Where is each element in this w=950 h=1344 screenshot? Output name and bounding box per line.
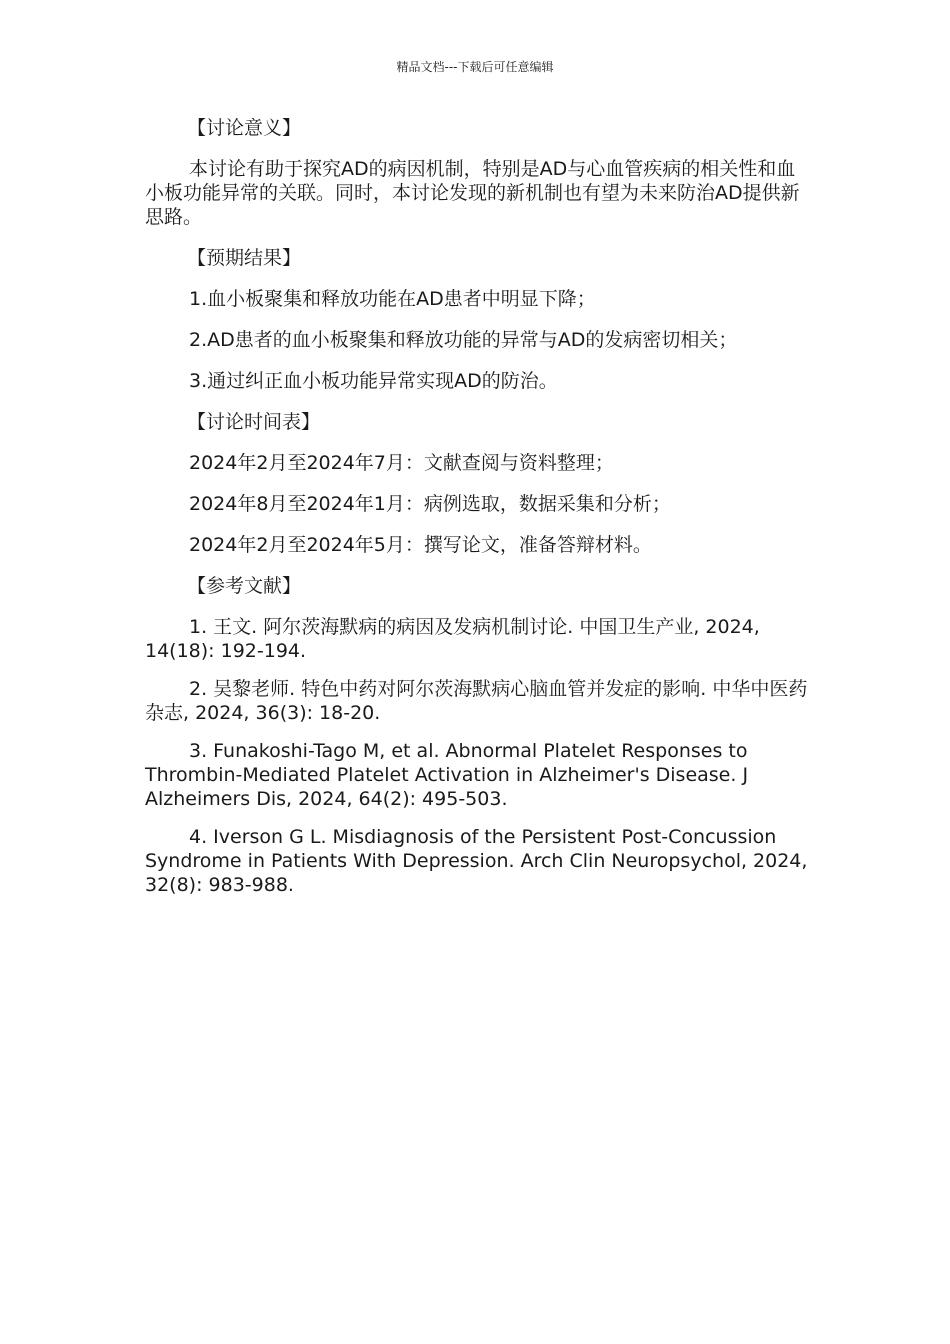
reference-item: 1. 王文. 阿尔茨海默病的病因及发病机制讨论. 中国卫生产业, 2024, 14(18): 192-194. (145, 616, 760, 662)
expected-result-item: 3.通过纠正血小板功能异常实现AD的防治。 (189, 370, 558, 392)
document-body (145, 116, 810, 911)
reference-item: 2. 吴黎老师. 特色中药对阿尔茨海默病心脑血管并发症的影响. 中华中医药杂志, 2024, 36(3): 18-20. (145, 678, 808, 724)
significance-heading: 【讨论意义】 (187, 117, 302, 139)
schedule-heading: 【讨论时间表】 (187, 411, 321, 433)
significance-paragraph: 本讨论有助于探究AD的病因机制，特别是AD与心血管疾病的相关性和血小板功能异常的关联。同时，本讨论发现的新机制也有望为未来防治AD提供新思路。 (145, 158, 800, 228)
schedule-item: 2024年2月至2024年7月：文献查阅与资料整理； (189, 452, 614, 474)
expected-results-heading: 【预期结果】 (187, 247, 302, 269)
references-heading: 【参考文献】 (187, 575, 302, 597)
schedule-item: 2024年2月至2024年5月：撰写论文，准备答辩材料。 (189, 534, 652, 556)
reference-item: 3. Funakoshi-Tago M, et al. Abnormal Platelet Responses to Thrombin-Mediated Platelet Activation in Alzheimer's Disease. J Alzheimers Dis, 2024, 64(2): 495-503. (145, 740, 749, 810)
schedule-item: 2024年8月至2024年1月：病例选取，数据采集和分析； (189, 493, 671, 515)
expected-result-item: 1.血小板聚集和释放功能在AD患者中明显下降； (189, 288, 596, 310)
running-header: 精品文档---下载后可任意编辑 (396, 60, 554, 74)
reference-item: 4. Iverson G L. Misdiagnosis of the Persistent Post-Concussion Syndrome in Patients With Depression. Arch Clin Neuropsychol, 2024, 32(8): 983-988. (145, 826, 808, 896)
expected-result-item: 2.AD患者的血小板聚集和释放功能的异常与AD的发病密切相关； (189, 329, 738, 351)
